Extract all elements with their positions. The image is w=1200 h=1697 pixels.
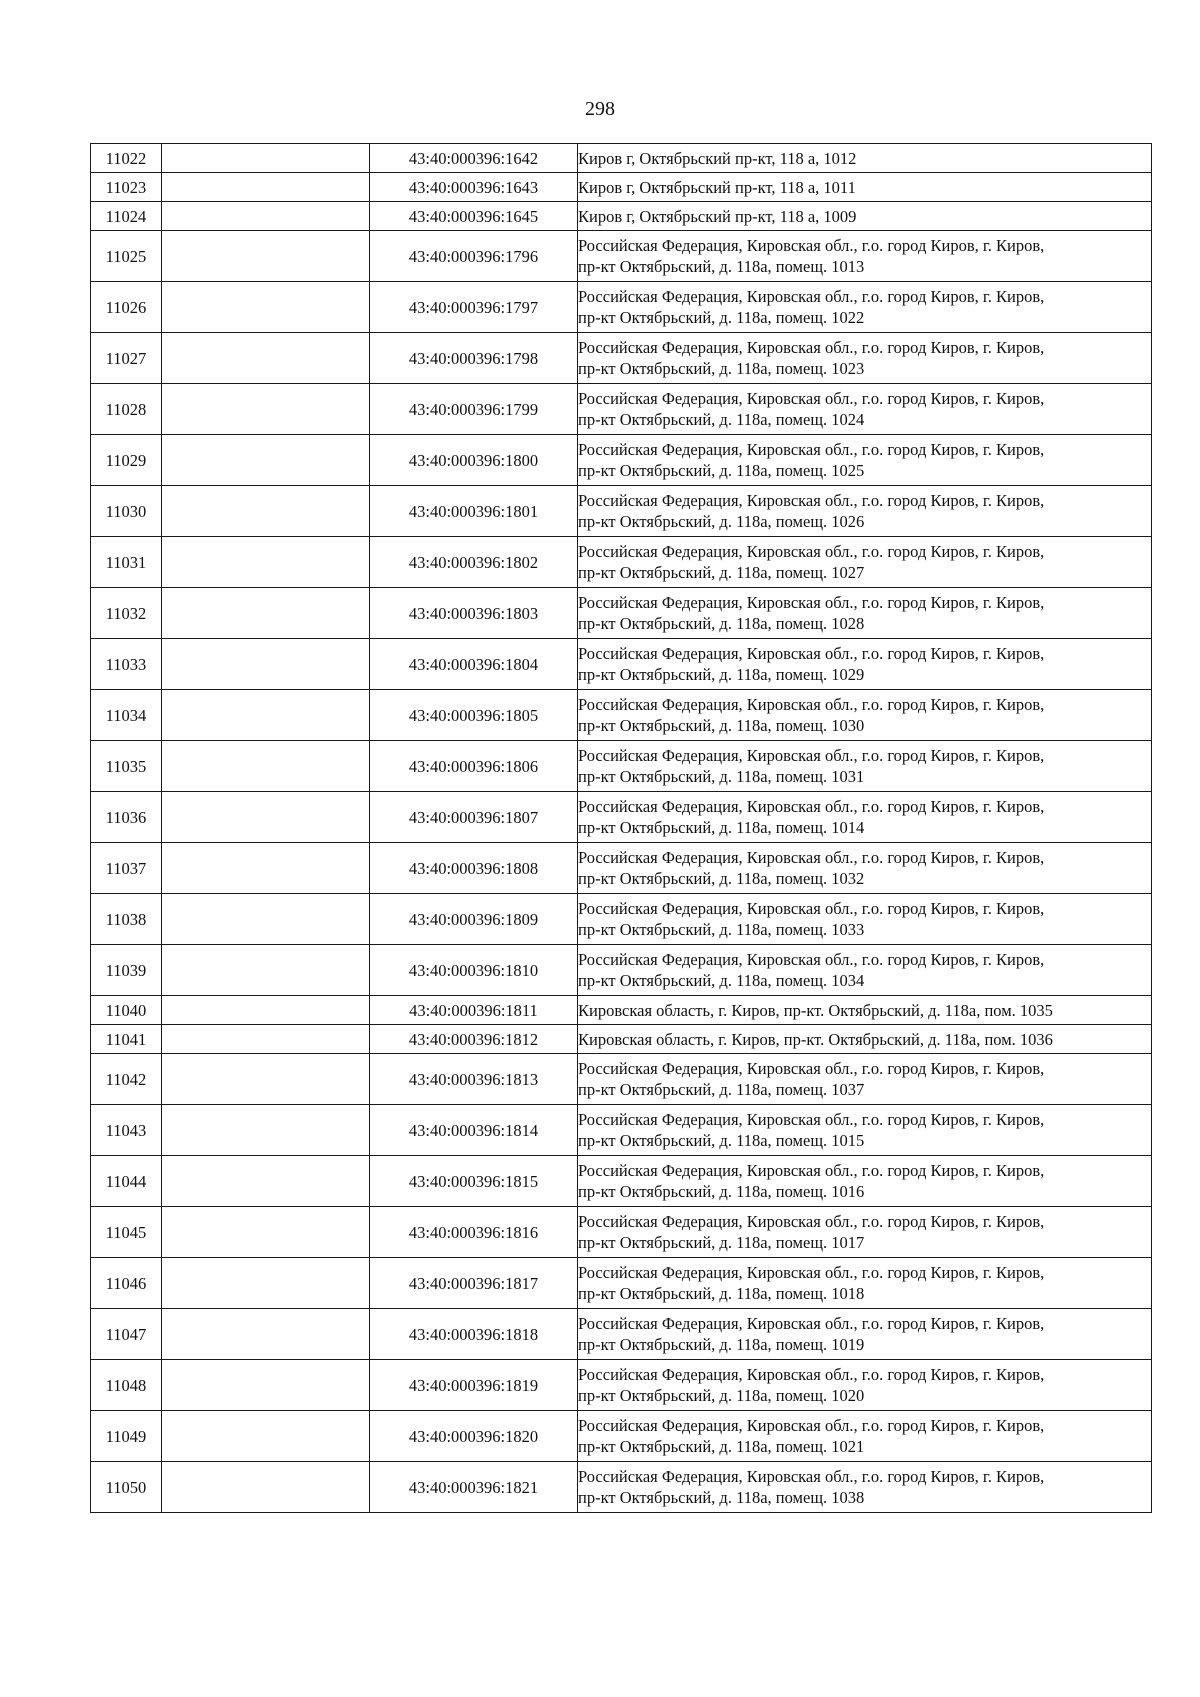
address-cell <box>578 1054 1152 1105</box>
address-line: пр-кт Октябрьский, д. 118а, помещ. 1015 <box>578 1131 865 1150</box>
address-line: Российская Федерация, Кировская обл., г.о. город Киров, г. Киров, <box>578 695 1045 714</box>
address-line: пр-кт Октябрьский, д. 118а, помещ. 1031 <box>578 767 865 786</box>
table-row <box>91 231 1152 282</box>
cadastral-number-cell: 43:40:000396:1820 <box>370 1411 578 1462</box>
cadastral-number-cell: 43:40:000396:1821 <box>370 1462 578 1513</box>
empty-cell <box>162 996 370 1025</box>
address-line: Российская Федерация, Кировская обл., г.о. город Киров, г. Киров, <box>578 1110 1045 1129</box>
cadastral-number-cell: 43:40:000396:1807 <box>370 792 578 843</box>
empty-cell <box>162 1054 370 1105</box>
address-line: пр-кт Октябрьский, д. 118а, помещ. 1013 <box>578 257 865 276</box>
address-cell <box>578 945 1152 996</box>
address-line: Российская Федерация, Кировская обл., г.о. город Киров, г. Киров, <box>578 797 1045 816</box>
table-row <box>91 333 1152 384</box>
address-line: Кировская область, г. Киров, пр-кт. Октябрьский, д. 118а, пом. 1036 <box>578 1029 1053 1049</box>
address-line: Российская Федерация, Кировская обл., г.о. город Киров, г. Киров, <box>578 1161 1045 1180</box>
cadastral-number-cell: 43:40:000396:1805 <box>370 690 578 741</box>
address-cell <box>578 1156 1152 1207</box>
table-row <box>91 435 1152 486</box>
cadastral-number-cell: 43:40:000396:1642 <box>370 144 578 173</box>
address-line: Российская Федерация, Кировская обл., г.о. город Киров, г. Киров, <box>578 338 1045 357</box>
empty-cell <box>162 1207 370 1258</box>
row-number-cell: 11037 <box>91 843 162 894</box>
cadastral-number-cell: 43:40:000396:1810 <box>370 945 578 996</box>
address-line: пр-кт Октябрьский, д. 118а, помещ. 1014 <box>578 818 865 837</box>
address-line: Российская Федерация, Кировская обл., г.о. город Киров, г. Киров, <box>578 440 1045 459</box>
address-cell <box>578 202 1152 231</box>
empty-cell <box>162 792 370 843</box>
empty-cell <box>162 282 370 333</box>
empty-cell <box>162 741 370 792</box>
address-cell <box>578 231 1152 282</box>
address-cell <box>578 1207 1152 1258</box>
address-line: Российская Федерация, Кировская обл., г.о. город Киров, г. Киров, <box>578 1314 1045 1333</box>
empty-cell <box>162 1156 370 1207</box>
address-cell <box>578 996 1152 1025</box>
table-row <box>91 1207 1152 1258</box>
row-number-cell: 11040 <box>91 996 162 1025</box>
address-cell <box>578 173 1152 202</box>
row-number-cell: 11043 <box>91 1105 162 1156</box>
table-row <box>91 537 1152 588</box>
row-number-cell: 11029 <box>91 435 162 486</box>
address-line: Российская Федерация, Кировская обл., г.о. город Киров, г. Киров, <box>578 287 1045 306</box>
empty-cell <box>162 384 370 435</box>
cadastral-number-cell: 43:40:000396:1811 <box>370 996 578 1025</box>
address-cell <box>578 1462 1152 1513</box>
empty-cell <box>162 231 370 282</box>
address-line: Российская Федерация, Кировская обл., г.о. город Киров, г. Киров, <box>578 389 1045 408</box>
cadastral-number-cell: 43:40:000396:1799 <box>370 384 578 435</box>
registry-table-body <box>91 144 1152 1513</box>
table-row <box>91 690 1152 741</box>
address-line: Российская Федерация, Кировская обл., г.о. город Киров, г. Киров, <box>578 491 1045 510</box>
cadastral-number-cell: 43:40:000396:1812 <box>370 1025 578 1054</box>
address-cell <box>578 843 1152 894</box>
registry-table <box>90 143 1152 1513</box>
row-number-cell: 11041 <box>91 1025 162 1054</box>
address-cell <box>578 741 1152 792</box>
table-row <box>91 173 1152 202</box>
empty-cell <box>162 202 370 231</box>
address-line: пр-кт Октябрьский, д. 118а, помещ. 1017 <box>578 1233 865 1252</box>
row-number-cell: 11030 <box>91 486 162 537</box>
table-row <box>91 144 1152 173</box>
address-line: Российская Федерация, Кировская обл., г.о. город Киров, г. Киров, <box>578 950 1045 969</box>
cadastral-number-cell: 43:40:000396:1798 <box>370 333 578 384</box>
row-number-cell: 11031 <box>91 537 162 588</box>
row-number-cell: 11036 <box>91 792 162 843</box>
address-cell <box>578 690 1152 741</box>
table-row <box>91 1054 1152 1105</box>
empty-cell <box>162 333 370 384</box>
address-line: пр-кт Октябрьский, д. 118а, помещ. 1028 <box>578 614 865 633</box>
empty-cell <box>162 690 370 741</box>
table-row <box>91 1105 1152 1156</box>
address-cell <box>578 792 1152 843</box>
page-number: 298 <box>585 98 615 120</box>
cadastral-number-cell: 43:40:000396:1808 <box>370 843 578 894</box>
address-cell <box>578 894 1152 945</box>
address-line: пр-кт Октябрьский, д. 118а, помещ. 1029 <box>578 665 865 684</box>
address-line: пр-кт Октябрьский, д. 118а, помещ. 1018 <box>578 1284 865 1303</box>
address-line: пр-кт Октябрьский, д. 118а, помещ. 1038 <box>578 1488 865 1507</box>
address-cell <box>578 486 1152 537</box>
address-cell <box>578 639 1152 690</box>
row-number-cell: 11033 <box>91 639 162 690</box>
table-row <box>91 588 1152 639</box>
row-number-cell: 11047 <box>91 1309 162 1360</box>
table-row <box>91 996 1152 1025</box>
table-row <box>91 1258 1152 1309</box>
table-row <box>91 1156 1152 1207</box>
address-line: пр-кт Октябрьский, д. 118а, помещ. 1023 <box>578 359 865 378</box>
address-cell <box>578 1309 1152 1360</box>
row-number-cell: 11039 <box>91 945 162 996</box>
address-cell <box>578 1025 1152 1054</box>
address-cell <box>578 144 1152 173</box>
address-line: пр-кт Октябрьский, д. 118а, помещ. 1024 <box>578 410 865 429</box>
address-line: пр-кт Октябрьский, д. 118а, помещ. 1034 <box>578 971 865 990</box>
empty-cell <box>162 639 370 690</box>
row-number-cell: 11042 <box>91 1054 162 1105</box>
empty-cell <box>162 894 370 945</box>
empty-cell <box>162 1105 370 1156</box>
cadastral-number-cell: 43:40:000396:1797 <box>370 282 578 333</box>
cadastral-number-cell: 43:40:000396:1809 <box>370 894 578 945</box>
row-number-cell: 11022 <box>91 144 162 173</box>
address-line: Российская Федерация, Кировская обл., г.о. город Киров, г. Киров, <box>578 1416 1045 1435</box>
cadastral-number-cell: 43:40:000396:1813 <box>370 1054 578 1105</box>
address-line: Российская Федерация, Кировская обл., г.о. город Киров, г. Киров, <box>578 644 1045 663</box>
table-row <box>91 1025 1152 1054</box>
address-cell <box>578 435 1152 486</box>
empty-cell <box>162 1360 370 1411</box>
address-line: пр-кт Октябрьский, д. 118а, помещ. 1022 <box>578 308 865 327</box>
empty-cell <box>162 173 370 202</box>
row-number-cell: 11044 <box>91 1156 162 1207</box>
address-line: пр-кт Октябрьский, д. 118а, помещ. 1019 <box>578 1335 865 1354</box>
address-line: Российская Федерация, Кировская обл., г.о. город Киров, г. Киров, <box>578 899 1045 918</box>
address-line: Кировская область, г. Киров, пр-кт. Октябрьский, д. 118а, пом. 1035 <box>578 1000 1053 1020</box>
address-line: пр-кт Октябрьский, д. 118а, помещ. 1037 <box>578 1080 865 1099</box>
row-number-cell: 11046 <box>91 1258 162 1309</box>
row-number-cell: 11045 <box>91 1207 162 1258</box>
address-cell <box>578 333 1152 384</box>
empty-cell <box>162 1258 370 1309</box>
address-line: пр-кт Октябрьский, д. 118а, помещ. 1021 <box>578 1437 865 1456</box>
address-cell <box>578 588 1152 639</box>
empty-cell <box>162 486 370 537</box>
address-line: Киров г, Октябрьский пр-кт, 118 а, 1012 <box>578 148 857 168</box>
empty-cell <box>162 435 370 486</box>
cadastral-number-cell: 43:40:000396:1806 <box>370 741 578 792</box>
row-number-cell: 11023 <box>91 173 162 202</box>
row-number-cell: 11048 <box>91 1360 162 1411</box>
empty-cell <box>162 144 370 173</box>
empty-cell <box>162 1462 370 1513</box>
address-line: Российская Федерация, Кировская обл., г.о. город Киров, г. Киров, <box>578 1059 1045 1078</box>
address-line: пр-кт Октябрьский, д. 118а, помещ. 1027 <box>578 563 865 582</box>
address-line: пр-кт Октябрьский, д. 118а, помещ. 1033 <box>578 920 865 939</box>
address-cell <box>578 1360 1152 1411</box>
cadastral-number-cell: 43:40:000396:1815 <box>370 1156 578 1207</box>
address-cell <box>578 1411 1152 1462</box>
address-cell <box>578 384 1152 435</box>
row-number-cell: 11038 <box>91 894 162 945</box>
empty-cell <box>162 588 370 639</box>
address-line: пр-кт Октябрьский, д. 118а, помещ. 1032 <box>578 869 865 888</box>
table-row <box>91 486 1152 537</box>
address-cell <box>578 537 1152 588</box>
row-number-cell: 11050 <box>91 1462 162 1513</box>
address-line: пр-кт Октябрьский, д. 118а, помещ. 1030 <box>578 716 865 735</box>
table-row <box>91 843 1152 894</box>
address-line: Российская Федерация, Кировская обл., г.о. город Киров, г. Киров, <box>578 848 1045 867</box>
row-number-cell: 11026 <box>91 282 162 333</box>
address-line: пр-кт Октябрьский, д. 118а, помещ. 1016 <box>578 1182 865 1201</box>
row-number-cell: 11025 <box>91 231 162 282</box>
address-line: пр-кт Октябрьский, д. 118а, помещ. 1025 <box>578 461 865 480</box>
cadastral-number-cell: 43:40:000396:1800 <box>370 435 578 486</box>
address-line: пр-кт Октябрьский, д. 118а, помещ. 1026 <box>578 512 865 531</box>
table-row <box>91 202 1152 231</box>
address-line: Российская Федерация, Кировская обл., г.о. город Киров, г. Киров, <box>578 1467 1045 1486</box>
cadastral-number-cell: 43:40:000396:1803 <box>370 588 578 639</box>
row-number-cell: 11024 <box>91 202 162 231</box>
cadastral-number-cell: 43:40:000396:1819 <box>370 1360 578 1411</box>
cadastral-number-cell: 43:40:000396:1818 <box>370 1309 578 1360</box>
address-line: Российская Федерация, Кировская обл., г.о. город Киров, г. Киров, <box>578 1365 1045 1384</box>
address-line: Российская Федерация, Кировская обл., г.о. город Киров, г. Киров, <box>578 1212 1045 1231</box>
address-line: Российская Федерация, Кировская обл., г.о. город Киров, г. Киров, <box>578 746 1045 765</box>
table-row <box>91 639 1152 690</box>
address-line: Российская Федерация, Кировская обл., г.о. город Киров, г. Киров, <box>578 1263 1045 1282</box>
cadastral-number-cell: 43:40:000396:1804 <box>370 639 578 690</box>
table-row <box>91 1360 1152 1411</box>
address-cell <box>578 1258 1152 1309</box>
table-row <box>91 1309 1152 1360</box>
address-line: Российская Федерация, Кировская обл., г.о. город Киров, г. Киров, <box>578 236 1045 255</box>
empty-cell <box>162 945 370 996</box>
address-cell <box>578 282 1152 333</box>
row-number-cell: 11027 <box>91 333 162 384</box>
empty-cell <box>162 537 370 588</box>
empty-cell <box>162 1025 370 1054</box>
table-row <box>91 1462 1152 1513</box>
cadastral-number-cell: 43:40:000396:1643 <box>370 173 578 202</box>
table-row <box>91 945 1152 996</box>
address-line: Российская Федерация, Кировская обл., г.о. город Киров, г. Киров, <box>578 542 1045 561</box>
table-row <box>91 282 1152 333</box>
address-cell <box>578 1105 1152 1156</box>
row-number-cell: 11034 <box>91 690 162 741</box>
cadastral-number-cell: 43:40:000396:1645 <box>370 202 578 231</box>
table-row <box>91 741 1152 792</box>
address-line: пр-кт Октябрьский, д. 118а, помещ. 1020 <box>578 1386 865 1405</box>
table-row <box>91 792 1152 843</box>
address-line: Киров г, Октябрьский пр-кт, 118 а, 1009 <box>578 206 857 226</box>
cadastral-number-cell: 43:40:000396:1816 <box>370 1207 578 1258</box>
cadastral-number-cell: 43:40:000396:1802 <box>370 537 578 588</box>
row-number-cell: 11032 <box>91 588 162 639</box>
empty-cell <box>162 843 370 894</box>
row-number-cell: 11049 <box>91 1411 162 1462</box>
row-number-cell: 11028 <box>91 384 162 435</box>
row-number-cell: 11035 <box>91 741 162 792</box>
table-row <box>91 384 1152 435</box>
address-line: Киров г, Октябрьский пр-кт, 118 а, 1011 <box>578 177 856 197</box>
table-row <box>91 1411 1152 1462</box>
empty-cell <box>162 1411 370 1462</box>
cadastral-number-cell: 43:40:000396:1814 <box>370 1105 578 1156</box>
address-line: Российская Федерация, Кировская обл., г.о. город Киров, г. Киров, <box>578 593 1045 612</box>
cadastral-number-cell: 43:40:000396:1817 <box>370 1258 578 1309</box>
table-row <box>91 894 1152 945</box>
cadastral-number-cell: 43:40:000396:1796 <box>370 231 578 282</box>
empty-cell <box>162 1309 370 1360</box>
cadastral-number-cell: 43:40:000396:1801 <box>370 486 578 537</box>
